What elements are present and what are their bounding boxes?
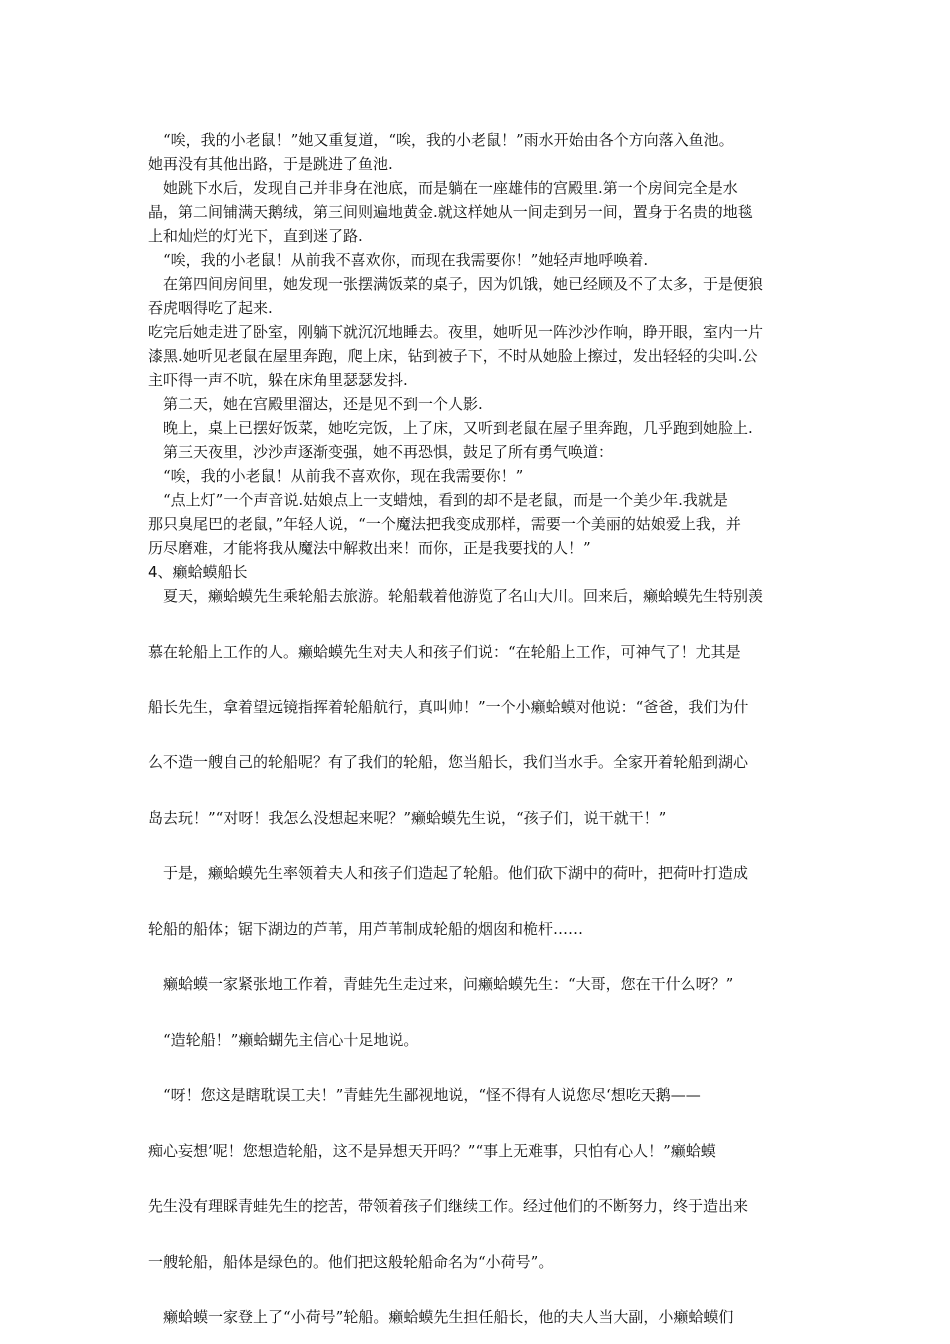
- text-line: 痴心妄想’呢！您想造轮船，这不是异想天开吗？”“事上无难事，只怕有心人！”癞蛤蟆: [148, 1142, 716, 1160]
- text-line: 于是，癞蛤蟆先生率领着夫人和孩子们造起了轮船。他们砍下湖中的荷叶，把荷叶打造成: [148, 864, 749, 882]
- text-line: 一艘轮船，船体是绿色的。他们把这般轮船命名为“小荷号”。: [148, 1253, 554, 1271]
- text-line: “唉，我的小老鼠！从前我不喜欢你，而现在我需要你！”她轻声地呼唤着.: [148, 251, 649, 269]
- text-line: 她再没有其他出路，于是跳进了鱼池.: [148, 155, 393, 173]
- text-line: 夏天，癞蛤蟆先生乘轮船去旅游。轮船载着他游览了名山大川。回来后，癞蛤蟆先生特别羡: [148, 587, 764, 605]
- text-line: 第二天，她在宫殿里溜达，还是见不到一个人影.: [148, 395, 483, 413]
- text-line: 第三天夜里，沙沙声逐渐变强，她不再恐惧，鼓足了所有勇气唤道：: [148, 443, 614, 461]
- text-line: 历尽磨难，才能将我从魔法中解救出来！而你，正是我要找的人！”: [148, 539, 591, 557]
- text-line: 晶，第二间铺满天鹅绒，第三间则遍地黄金.就这样她从一间走到另一间，置身于名贵的地毯: [148, 203, 753, 221]
- text-line: 癞蛤蟆一家登上了“小荷号”轮船。癞蛤蟆先生担任船长，他的夫人当大副，小癞蛤蟆们: [148, 1308, 734, 1326]
- text-line: “唉，我的小老鼠！”她又重复道，“唉，我的小老鼠！”雨水开始由各个方向落入鱼池。: [148, 131, 734, 149]
- text-line: 在第四间房间里，她发现一张摆满饭菜的桌子，因为饥饿，她已经顾及不了太多，于是便狼: [148, 275, 764, 293]
- text-line: “唉，我的小老鼠！从前我不喜欢你，现在我需要你！”: [148, 467, 524, 485]
- text-line: “点上灯”一个声音说.姑娘点上一支蜡烛，看到的却不是老鼠，而是一个美少年.我就是: [148, 491, 728, 509]
- text-line: 岛去玩！”“对呀！我怎么没想起来呢？”癞蛤蟆先生说，“孩子们，说干就干！”: [148, 809, 667, 827]
- text-line: 癞蛤蟆一家紧张地工作着，青蛙先生走过来，问癞蛤蟆先生：“大哥，您在干什么呀？”: [148, 975, 734, 993]
- text-line: 主吓得一声不吭，躲在床角里瑟瑟发抖.: [148, 371, 408, 389]
- text-line: 么不造一艘自己的轮船呢？有了我们的轮船，您当船长，我们当水手。全家开着轮船到湖心: [148, 753, 749, 771]
- text-line: 吃完后她走进了卧室，刚躺下就沉沉地睡去。夜里，她听见一阵沙沙作响，睁开眼，室内一片: [148, 323, 764, 341]
- section-heading: 4、癞蛤蟆船长: [148, 563, 248, 581]
- text-line: 晚上，桌上已摆好饭菜，她吃完饭，上了床，又听到老鼠在屋子里奔跑，几乎跑到她脸上.: [148, 419, 753, 437]
- text-line: 吞虎咽得吃了起来.: [148, 299, 273, 317]
- text-line: 那只臭尾巴的老鼠，”年轻人说，“一个魔法把我变成那样，需要一个美丽的姑娘爱上我，并: [148, 515, 741, 533]
- text-line: “呀！您这是瞎耽误工夫！”青蛙先生鄙视地说，“怪不得有人说您尽‘想吃天鹅——: [148, 1086, 701, 1104]
- text-line: 船长先生，拿着望远镜指挥着轮船航行，真叫帅！”一个小癞蛤蟆对他说：“爸爸，我们为什: [148, 698, 749, 716]
- text-line: 轮船的船体；锯下湖边的芦苇，用芦苇制成轮船的烟囱和桅杆……: [148, 920, 584, 938]
- text-line: 慕在轮船上工作的人。癞蛤蟆先生对夫人和孩子们说：“在轮船上工作，可神气了！尤其是: [148, 643, 741, 661]
- text-line: “造轮船！”癞蛤蝴先主信心十足地说。: [148, 1031, 419, 1049]
- text-line: 漆黑.她听见老鼠在屋里奔跑，爬上床，钻到被子下，不时从她脸上擦过，发出轻轻的尖叫.公: [148, 347, 758, 365]
- text-line: 她跳下水后，发现自己并非身在池底，而是躺在一座雄伟的宫殿里.第一个房间完全是水: [148, 179, 738, 197]
- text-line: 先生没有理睬青蛙先生的挖苦，带领着孩子们继续工作。经过他们的不断努力，终于造出来: [148, 1197, 749, 1215]
- text-line: 上和灿烂的灯光下，直到迷了路.: [148, 227, 363, 245]
